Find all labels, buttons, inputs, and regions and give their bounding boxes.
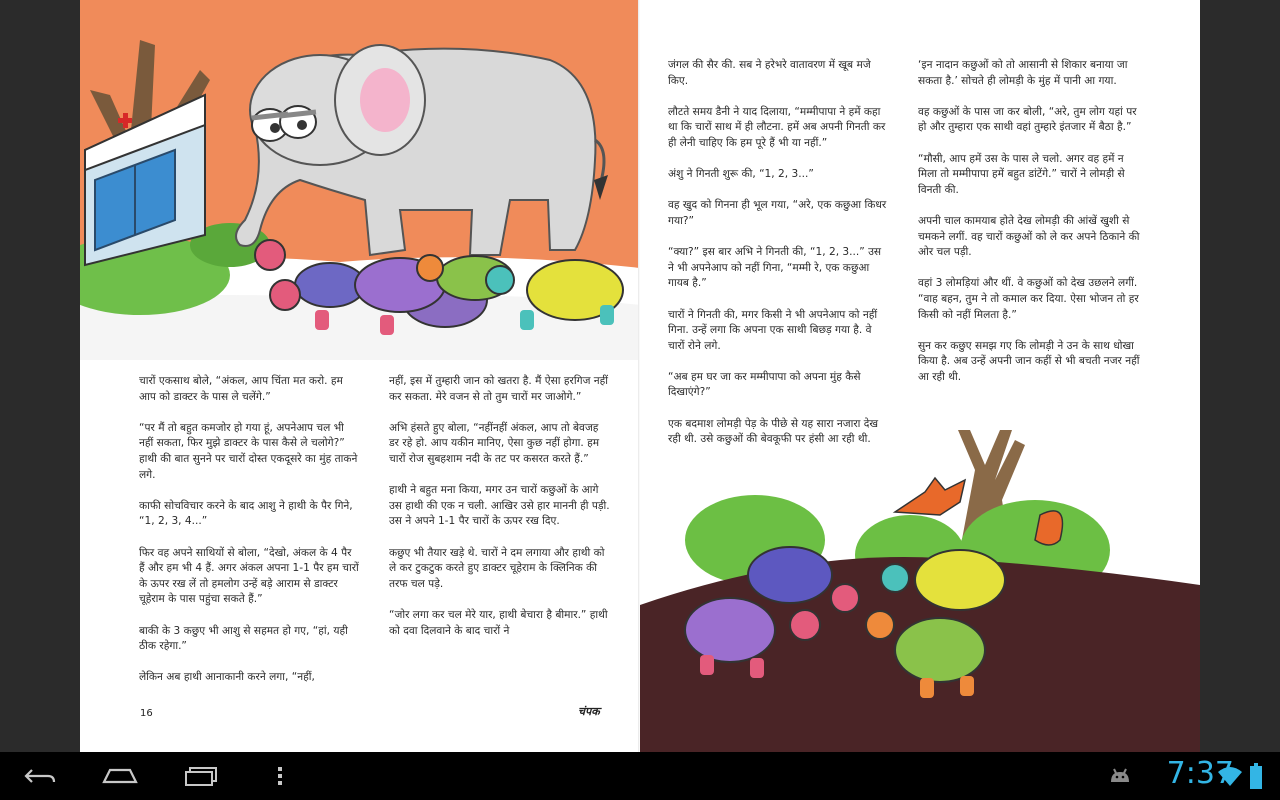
paragraph: अपनी चाल कामयाब होते देख लोमड़ी की आंखें खुशी से चमकने लगीं. वह चारों कछुओं को ले कर अपने ठिकाने की ओर चल पड़ी. [918,214,1140,259]
paragraph: जंगल की सैर की. सब ने हरेभरे वातावरण में खूब मजे किए. [668,59,871,87]
paragraph: बाकी के 3 कछुए भी आशु से सहमत हो गए, “हां, यही ठीक रहेगा.” [139,624,348,653]
recent-apps-button[interactable] [180,760,222,792]
paragraph: “क्या?” इस बार अभि ने गिनती की, “1, 2, 3...” उस ने भी अपनेआप को नहीं गिना, “मम्मी रे, एक कछुआ गायब है.” [668,246,882,290]
paragraph: वह खुद को गिनना ही भूल गया, “अरे, एक कछुआ किधर गया?” [668,199,887,227]
status-clock[interactable]: 7:37 [1166,756,1234,791]
paragraph: कछुए भी तैयार खड़े थे. चारों ने दम लगाया और हाथी को ले कर टुकटुक करते हुए डाक्टर चूहेराम के क्लिनिक की तरफ चल पड़े. [389,546,605,590]
fox-turtles-illustration [640,430,1200,752]
paragraph: ‘इन नादान कछुओं को तो आसानी से शिकार बनाया जा सकता है.’ सोचते ही लोमड़ी के मुंह में पानी आ गया. [918,59,1128,87]
left-text-column-1 [139,374,359,686]
page-number: 16 [140,708,153,719]
android-debug-icon [1107,766,1133,786]
paragraph: चारों एकसाथ बोले, “अंकल, आप चिंता मत करो. हम आप को डाक्टर के पास ले चलेंगे.” [139,375,343,403]
paragraph: फिर वह अपने साथियों से बोला, “देखो, अंकल के 4 पैर हैं और हम भी 4 हैं. अगर अंकल अपना 1-1 पैर हम चारों के ऊपर रख लें तो हमलोग उन्हें बड़े आराम से डाक्टर चूहेराम के पास पहुंचा सकते हैं.” [139,546,359,606]
overflow-menu-icon [276,764,284,788]
paragraph: लौटते समय डैनी ने याद दिलाया, “मम्मीपापा ने हमें कहा था कि चारों साथ में ही लौटना. हमें अब अपनी गिनती कर ही लेनी चाहिए कि हम पूरे हैं भी या नहीं.” [668,105,886,149]
paragraph: चारों ने गिनती की, मगर किसी ने भी अपनेआप को नहीं गिना. उन्हें लगा कि अपना एक साथी बिछड़ गया है. वे चारों रोने लगे. [668,308,878,352]
recent-apps-icon [182,764,220,788]
left-text-column-2 [389,374,611,639]
back-icon [22,764,58,788]
paragraph: वहां 3 लोमड़ियां और थीं. वे कछुओं को देख उछलने लगीं. “वाह बहन, तुम ने तो कमाल कर दिया. ऐसा भोजन तो हर किसी को नहीं मिलता है.” [918,277,1139,321]
paragraph: अंशु ने गिनती शुरू की, “1, 2, 3...” [668,168,814,181]
left-page[interactable] [80,0,640,752]
paragraph: हाथी ने बहुत मना किया, मगर उन चारों कछुओं के आगे उस हाथी की एक न चली. आखिर उसे हार माननी ही पड़ी. उस ने अपने 1-1 पैर चारों के ऊपर रख दिए. [389,484,610,528]
back-button[interactable] [20,760,60,792]
right-text-column-1 [668,58,890,448]
magazine-logo: चंपक [578,705,600,718]
paragraph: “मौसी, आप हमें उस के पास ले चलो. अगर वह हमें न मिला तो मम्मीपापा हमें बहुत डांटेंगे.” चारों ने लोमड़ी से विनती की. [918,152,1125,196]
elephant-turtles-illustration [80,0,640,360]
paragraph: एक बदमाश लोमड़ी पेड़ के पीछे से यह सारा नजारा देख रही थी. उसे कछुओं की बेवकूफी पर हंसी आ रही थी. [668,417,879,446]
system-navigation-bar [0,752,1280,800]
paragraph: सुन कर कछुए समझ गए कि लोमड़ी ने उन के साथ धोखा किया है. अब उन्हें अपनी जान कहीं से भी बचती नजर नहीं आ रही थी. [918,339,1140,383]
right-page[interactable] [640,0,1200,752]
overflow-menu-button[interactable] [270,760,290,792]
paragraph: अभि हंसते हुए बोला, “नहींनहीं अंकल, आप तो बेवजह डर रहे हो. आप यकीन मानिए, ऐसा कुछ नहीं होगा. हम चारों रोज सुबहशाम नदी के तट पर कसरत करते हैं.” [389,421,600,465]
battery-status[interactable] [1248,760,1264,792]
paragraph: “जोर लगा कर चल मेरे यार, हाथी बेचारा है बीमार.” हाथी को दवा दिलवाने के बाद चारों ने [389,608,608,637]
home-icon [100,764,140,788]
paragraph: वह कछुओं के पास जा कर बोली, “अरे, तुम लोग यहां पर हो और तुम्हारा एक साथी वहां तुम्हारे इंतजार में बैठा है.” [918,105,1137,134]
paragraph: काफी सोचविचार करने के बाद आशु ने हाथी के पैर गिने, “1, 2, 3, 4...” [139,499,353,528]
paragraph: “अब हम घर जा कर मम्मीपापा को अपना मुंह कैसे दिखाएंगे?” [668,370,861,399]
battery-icon [1250,763,1262,789]
paragraph: “पर मैं तो बहुत कमजोर हो गया हूं, अपनेआप चल भी नहीं सकता, फिर मुझे डाक्टर के पास कैसे ले चलोगे?” हाथी की बात सुनने पर चारों दोस्त एकदूसरे का मुंह ताकने लगे. [139,421,358,481]
right-text-column-2 [918,58,1142,385]
notification-android-debug[interactable] [1106,760,1134,792]
home-button[interactable] [98,760,142,792]
paragraph: लेकिन अब हाथी आनाकानी करने लगा, “नहीं, [139,671,315,684]
paragraph: नहीं, इस में तुम्हारी जान को खतरा है. मैं ऐसा हरगिज नहीं कर सकता. मेरे वजन से तो तुम चारों मर जाओगे.” [389,375,609,403]
